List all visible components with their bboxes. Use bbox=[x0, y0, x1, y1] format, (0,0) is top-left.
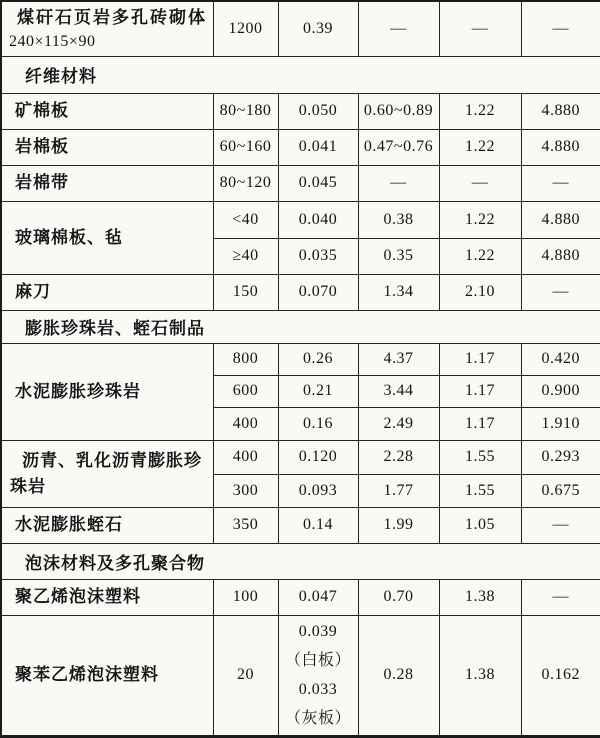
value-cell: 3.44 bbox=[358, 375, 439, 407]
value-cell: 2.10 bbox=[439, 274, 521, 310]
conductivity-cell: 0.035 bbox=[278, 238, 358, 274]
value-cell: 4.880 bbox=[521, 201, 600, 238]
conductivity-cell: 0.120 bbox=[278, 440, 358, 474]
density-cell: ≥40 bbox=[213, 238, 278, 274]
conductivity-line: 0.039 bbox=[298, 623, 338, 640]
conductivity-cell: 0.21 bbox=[278, 375, 358, 407]
value-cell: 0.162 bbox=[521, 615, 600, 736]
value-cell: 1.22 bbox=[439, 129, 521, 165]
conductivity-cell: 0.093 bbox=[278, 474, 358, 507]
value-cell: 0.35 bbox=[358, 238, 439, 274]
table-row bbox=[1, 440, 600, 474]
material-name-cell: 岩棉带 bbox=[1, 165, 213, 201]
conductivity-cell: 0.26 bbox=[278, 343, 358, 375]
value-cell: 2.28 bbox=[358, 440, 439, 474]
density-cell: 350 bbox=[213, 507, 278, 543]
conductivity-cell: 0.39 bbox=[278, 1, 358, 56]
conductivity-cell: 0.040 bbox=[278, 201, 358, 238]
density-cell: 100 bbox=[213, 579, 278, 615]
value-cell: 4.880 bbox=[521, 93, 600, 129]
value-cell: 0.38 bbox=[358, 201, 439, 238]
table-row bbox=[1, 579, 600, 615]
value-cell: 4.880 bbox=[521, 129, 600, 165]
value-cell: 0.420 bbox=[521, 343, 600, 375]
value-cell: 1.34 bbox=[358, 274, 439, 310]
material-name-cell bbox=[1, 1, 213, 56]
table-row bbox=[1, 1, 600, 56]
conductivity-line: （灰板） bbox=[284, 710, 351, 727]
table-row bbox=[1, 165, 600, 201]
value-cell: 1.22 bbox=[439, 201, 521, 238]
table-row bbox=[1, 129, 600, 165]
table-row bbox=[1, 93, 600, 129]
value-cell: 1.55 bbox=[439, 440, 521, 474]
table-row bbox=[1, 201, 600, 238]
value-cell: 0.28 bbox=[358, 615, 439, 736]
material-name-cell: 水泥膨胀蛭石 bbox=[1, 507, 213, 543]
value-cell: 0.675 bbox=[521, 474, 600, 507]
density-cell: 800 bbox=[213, 343, 278, 375]
material-name-cell: 聚乙烯泡沫塑料 bbox=[1, 579, 213, 615]
value-cell: 1.38 bbox=[439, 579, 521, 615]
value-cell: — bbox=[358, 1, 439, 56]
value-cell: — bbox=[521, 507, 600, 543]
material-name-cell: 矿棉板 bbox=[1, 93, 213, 129]
value-cell: 0.900 bbox=[521, 375, 600, 407]
value-cell: 0.60~0.89 bbox=[358, 93, 439, 129]
value-cell: 1.77 bbox=[358, 474, 439, 507]
value-cell: — bbox=[521, 579, 600, 615]
value-cell: 1.17 bbox=[439, 407, 521, 440]
conductivity-cell: 0.050 bbox=[278, 93, 358, 129]
conductivity-cell: 0.047 bbox=[278, 579, 358, 615]
value-cell: 4.37 bbox=[358, 343, 439, 375]
conductivity-cell: 0.070 bbox=[278, 274, 358, 310]
density-cell: 20 bbox=[213, 615, 278, 736]
value-cell: 0.293 bbox=[521, 440, 600, 474]
density-cell: 150 bbox=[213, 274, 278, 310]
section-header-cell: 膨胀珍珠岩、蛭石制品 bbox=[1, 310, 600, 343]
conductivity-cell bbox=[278, 615, 358, 736]
value-cell: 2.49 bbox=[358, 407, 439, 440]
density-cell: 1200 bbox=[213, 1, 278, 56]
value-cell: 1.05 bbox=[439, 507, 521, 543]
density-cell: 60~160 bbox=[213, 129, 278, 165]
value-cell: 0.70 bbox=[358, 579, 439, 615]
density-cell: 400 bbox=[213, 407, 278, 440]
value-cell: — bbox=[521, 1, 600, 56]
value-cell: 1.910 bbox=[521, 407, 600, 440]
conductivity-line: （白板） bbox=[284, 652, 351, 669]
value-cell: — bbox=[358, 165, 439, 201]
material-name-cell: 水泥膨胀珍珠岩 bbox=[1, 343, 213, 440]
section-header-row bbox=[1, 310, 600, 343]
conductivity-cell: 0.041 bbox=[278, 129, 358, 165]
value-cell: 1.22 bbox=[439, 93, 521, 129]
value-cell: 1.17 bbox=[439, 375, 521, 407]
density-cell: 300 bbox=[213, 474, 278, 507]
value-cell: — bbox=[521, 165, 600, 201]
value-cell: 1.17 bbox=[439, 343, 521, 375]
value-cell: — bbox=[521, 274, 600, 310]
value-cell: 1.55 bbox=[439, 474, 521, 507]
material-name-cell: 玻璃棉板、毡 bbox=[1, 201, 213, 274]
section-header-cell: 纤维材料 bbox=[1, 56, 600, 93]
density-cell: 600 bbox=[213, 375, 278, 407]
conductivity-cell: 0.045 bbox=[278, 165, 358, 201]
conductivity-line: 0.033 bbox=[298, 681, 338, 698]
table-row bbox=[1, 615, 600, 736]
density-cell: 80~120 bbox=[213, 165, 278, 201]
material-name-cell: 聚苯乙烯泡沫塑料 bbox=[1, 615, 213, 736]
density-cell: <40 bbox=[213, 201, 278, 238]
value-cell: 0.47~0.76 bbox=[358, 129, 439, 165]
value-cell: — bbox=[439, 1, 521, 56]
section-header-cell: 泡沫材料及多孔聚合物 bbox=[1, 543, 600, 579]
value-cell: 1.99 bbox=[358, 507, 439, 543]
material-name-cell: 岩棉板 bbox=[1, 129, 213, 165]
table-row bbox=[1, 507, 600, 543]
conductivity-cell: 0.14 bbox=[278, 507, 358, 543]
section-header-row bbox=[1, 56, 600, 93]
table-row bbox=[1, 343, 600, 375]
density-cell: 400 bbox=[213, 440, 278, 474]
material-name-cell: 麻刀 bbox=[1, 274, 213, 310]
material-name-cell: 沥青、乳化沥青膨胀珍珠岩 bbox=[1, 440, 213, 507]
density-cell: 80~180 bbox=[213, 93, 278, 129]
value-cell: 4.880 bbox=[521, 238, 600, 274]
value-cell: 1.22 bbox=[439, 238, 521, 274]
value-cell: 1.38 bbox=[439, 615, 521, 736]
table-row bbox=[1, 274, 600, 310]
conductivity-cell: 0.16 bbox=[278, 407, 358, 440]
material-name-line1: 煤矸石页岩多孔砖砌体 bbox=[17, 7, 207, 27]
section-header-row bbox=[1, 543, 600, 579]
material-size-line2: 240×115×90 bbox=[9, 32, 96, 50]
value-cell: — bbox=[439, 165, 521, 201]
